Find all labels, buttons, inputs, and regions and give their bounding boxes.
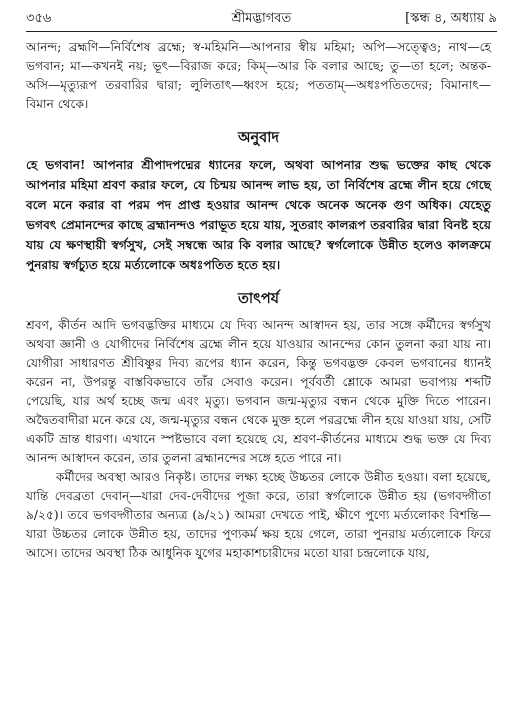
header-rule bbox=[26, 31, 497, 32]
purport-heading: তাৎপর্য bbox=[237, 290, 280, 307]
synonyms-paragraph: আনন্দ; ব্রহ্মণি—নির্বিশেষ ব্রহ্মে; স্ব-মহিমনি—আপনার স্বীয় মহিমা; অপি—সত্ত্বেও; নাথ—হে ভগবান; মা—কখনই নয়; ভূৎ—বিরাজ করে; কিম্—আর কি বলার আছে; তু—তা হলে; অন্তক-অসি—মৃত্যুরূপ তরবারির দ্বারা; লুলিতাৎ—ধ্বংস হয়ে; পততাম্—অধঃপতিতদের; বিমানাৎ—বিমান থেকে। bbox=[26, 40, 491, 111]
running-header bbox=[26, 9, 497, 31]
page-number: ৩৫৬ bbox=[26, 11, 52, 26]
chapter-reference: [স্কন্ধ ৪, অধ্যায় ৯ bbox=[405, 11, 497, 26]
purport-paragraph: কর্মীদের অবস্থা আরও নিকৃষ্ট। তাদের লক্ষ্য হচ্ছে উচ্চতর লোকে উন্নীত হওয়া। বলা হয়েছে, যান্তি দেবব্রতা দেবান্—যারা দেব-দেবীদের পূজা করে, তারা স্বর্গলোকে উন্নীত হয় (ভগবদ্গীতা ৯/২৫)। তবে ভগবদ্গীতার অন্যত্র (৯/২১) আমরা দেখতে পাই, ক্ষীণে পুণ্যে মর্ত্যলোকং বিশন্তি—যারা উচ্চতর লোকে উন্নীত হয়, তাদের পুণ্যকর্ম ক্ষয় হয়ে গেলে, তারা পুনরায় মর্ত্যলোকে ফিরে আসে। তাদের অবস্থা ঠিক আধুনিক যুগের মহাকাশচারীদের মতো যারা চন্দ্রলোকে যায়, bbox=[26, 470, 491, 560]
page-content bbox=[26, 38, 491, 563]
book-title: শ্রীমদ্ভাগবত bbox=[231, 11, 292, 26]
purport-body bbox=[26, 316, 491, 563]
translation-heading: অনুবাদ bbox=[237, 129, 280, 146]
translation-paragraph: হে ভগবান! আপনার শ্রীপাদপদ্মের ধ্যানের ফলে, অথবা আপনার শুদ্ধ ভক্তের কাছ থেকে আপনার মহিমা শ্রবণ করার ফলে, যে চিন্ময় আনন্দ লাভ হয়, তা নির্বিশেষ ব্রহ্মে লীন হয়ে গেছে বলে মনে করার বা পরম পদ প্রাপ্ত হওয়ার আনন্দ থেকে অনেক অনেক গুণ অধিক। যেহেতু ভগবৎ প্রেমানন্দের কাছে ব্রহ্মানন্দও পরাভূত হয়ে যায়, সুতরাং কালরূপ তরবারির দ্বারা বিনষ্ট হয়ে যায় যে ক্ষণস্থায়ী স্বর্গসুখ, সেই সম্বন্ধে আর কি বলার আছে? স্বর্গলোকে উন্নীত হলেও কালক্রমে পুনরায় স্বর্গচ্যুত হয়ে মর্ত্যলোকে অধঃপতিত হতে হয়। bbox=[26, 158, 491, 272]
purport-paragraph: শ্রবণ, কীর্তন আদি ভগবদ্ভক্তির মাধ্যমে যে দিব্য আনন্দ আস্বাদন হয়, তার সঙ্গে কর্মীদের স্বর্গসুখ অথবা জ্ঞানী ও যোগীদের নির্বিশেষ ব্রহ্মে লীন হয়ে যাওয়ার আনন্দের কোন তুলনা করা যায় না। যোগীরা সাধারণত শ্রীবিষ্ণুর দিব্য রূপের ধ্যান করেন, কিন্তু ভগবদ্ভক্ত কেবল ভগবানের ধ্যানই করেন না, উপরন্তু বাস্তবিকভাবে তাঁর সেবাও করেন। পূর্ববর্তী শ্লোকে আমরা ভবাপ্যয় শব্দটি পেয়েছি, যার অর্থ হচ্ছে জন্ম এবং মৃত্যু। ভগবান জন্ম-মৃত্যুর বন্ধন থেকে মুক্তি দিতে পারেন। অদ্বৈতবাদীরা মনে করে যে, জন্ম-মৃত্যুর বন্ধন থেকে মুক্ত হলে পরব্রহ্মে লীন হয়ে যাওয়া যায়, সেটি একটি ভ্রান্ত ধারণা। এখানে স্পষ্টভাবে বলা হয়েছে যে, শ্রবণ-কীর্তনের মাধ্যমে শুদ্ধ ভক্ত যে দিব্য আনন্দ আস্বাদন করেন, তার তুলনা ব্রহ্মানন্দের সঙ্গে হতে পারে না। bbox=[26, 318, 491, 465]
